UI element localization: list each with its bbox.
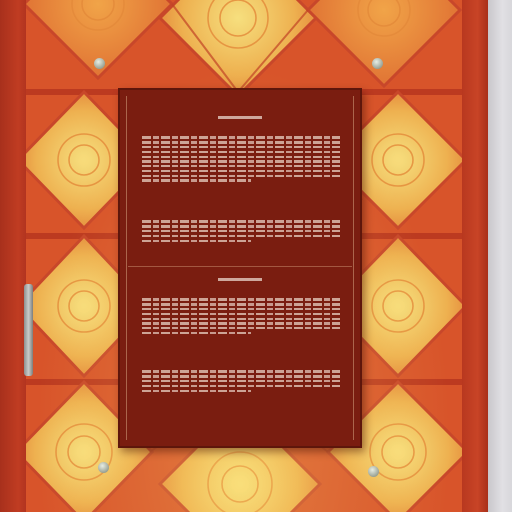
plaque-heading-2 bbox=[120, 278, 360, 281]
illegible-text-line bbox=[142, 385, 340, 387]
illegible-text-line bbox=[142, 151, 340, 153]
door-frame-left bbox=[0, 0, 26, 512]
illegible-text-line bbox=[142, 390, 251, 392]
illegible-text-line bbox=[142, 170, 340, 172]
plaque-heading-1 bbox=[120, 116, 360, 119]
plaque-paragraph-1 bbox=[142, 134, 340, 210]
illegible-text-line bbox=[142, 332, 251, 334]
illegible-text-line bbox=[142, 327, 340, 329]
illegible-text-line bbox=[142, 308, 340, 310]
information-plaque bbox=[118, 88, 362, 448]
illegible-heading bbox=[218, 116, 262, 119]
mounting-bolt bbox=[94, 58, 105, 69]
mounting-bolt bbox=[98, 462, 109, 473]
illegible-text-line bbox=[142, 318, 340, 320]
mounting-bolt bbox=[368, 466, 379, 477]
illegible-text-line bbox=[142, 179, 251, 181]
illegible-text-line bbox=[142, 370, 340, 372]
illegible-text-line bbox=[142, 165, 340, 167]
illegible-heading bbox=[218, 278, 262, 281]
illegible-text-line bbox=[142, 322, 340, 324]
illegible-text-line bbox=[142, 220, 340, 222]
plaque-paragraph-3 bbox=[142, 296, 340, 358]
plaque-paragraph-4 bbox=[142, 368, 340, 406]
illegible-text-line bbox=[142, 225, 340, 227]
illegible-text-line bbox=[142, 160, 340, 162]
door-handle bbox=[24, 284, 33, 376]
illegible-text-line bbox=[142, 380, 340, 382]
door-frame-right bbox=[462, 0, 488, 512]
plaque-divider bbox=[128, 266, 352, 267]
illegible-text-line bbox=[142, 146, 340, 148]
illegible-text-line bbox=[142, 240, 251, 242]
illegible-text-line bbox=[142, 175, 340, 177]
mounting-bolt bbox=[372, 58, 383, 69]
illegible-text-line bbox=[142, 313, 340, 315]
illegible-text-line bbox=[142, 303, 340, 305]
illegible-text-line bbox=[142, 230, 340, 232]
illegible-text-line bbox=[142, 298, 340, 300]
illegible-text-line bbox=[142, 375, 340, 377]
illegible-text-line bbox=[142, 136, 340, 138]
white-wall bbox=[488, 0, 512, 512]
illegible-text-line bbox=[142, 156, 340, 158]
illegible-text-line bbox=[142, 235, 340, 237]
plaque-paragraph-2 bbox=[142, 218, 340, 258]
illegible-text-line bbox=[142, 141, 340, 143]
